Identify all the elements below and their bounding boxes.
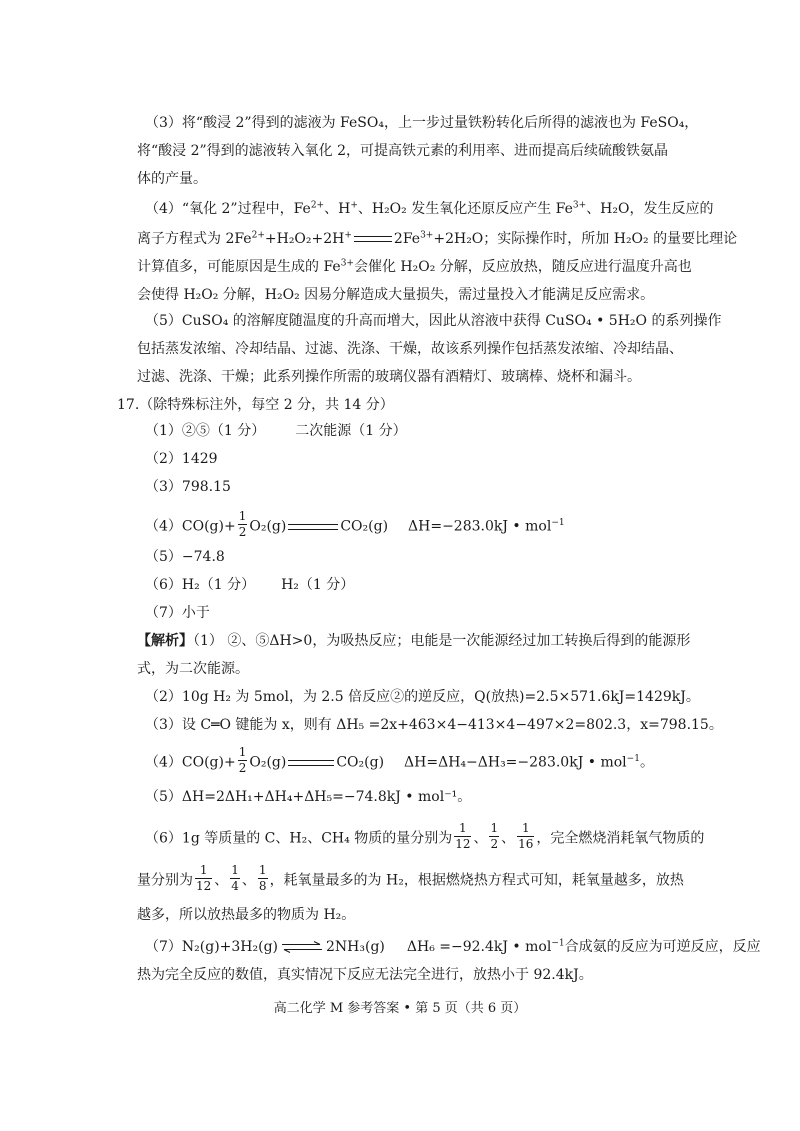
text-seg: 合成氨的反应为可逆反应，反应 — [564, 939, 761, 955]
analysis-1-line1 — [137, 631, 690, 651]
q17-answer-3: （3）798.15 — [145, 479, 231, 495]
exponent-sup: −1 — [551, 938, 565, 949]
para-16-5-line3: 过滤、洗涤、干燥；此系列操作所需的玻璃仪器有酒精灯、玻璃棒、烧杯和漏斗。 — [137, 369, 641, 385]
text-seg: （4）CO(g)+ — [145, 518, 236, 535]
text-seg: 计算值多，可能原因是生成的 Fe — [137, 259, 341, 275]
equals-sign-icon — [288, 524, 338, 530]
charge-sup: 3+ — [420, 230, 434, 241]
text-seg: （1）②⑤（1 分） — [145, 423, 266, 439]
fraction-half: $\frac{1}{2}$ — [238, 509, 247, 539]
text-seg: O₂(g) — [249, 754, 287, 771]
text-seg: 二次能源（1 分） — [295, 423, 407, 439]
para-16-3-line2: 将“酸浸 2”得到的滤液转入氧化 2，可提高铁元素的利用率、进而提高后续硫酸铁氨晶 — [137, 143, 669, 159]
charge-sup: 2+ — [310, 200, 325, 211]
text-seg: （6）H₂（1 分） — [145, 577, 256, 593]
text-seg: 、 — [214, 872, 229, 889]
text-seg: 2Fe — [393, 231, 421, 247]
text-seg: 、 — [241, 872, 256, 889]
text-seg: （1） ②、⑤ΔH>0，为吸热反应；电能是一次能源经过加工转换后得到的能源形 — [193, 633, 691, 649]
q17-answer-6 — [145, 575, 354, 595]
q17-answer-2: （2）1429 — [145, 451, 218, 467]
q17-answer-7: （7）小于 — [145, 605, 210, 621]
analysis-label: 【解析】 — [137, 633, 193, 649]
para-16-4-line1 — [145, 199, 714, 219]
q17-header: 17.（除特殊标注外，每空 2 分，共 14 分） — [117, 397, 394, 413]
text-seg: 、H — [324, 201, 351, 217]
charge-sup: 2+ — [251, 230, 265, 241]
text-seg: 。 — [639, 754, 654, 771]
fraction-1-12: $\frac{1}{12}$ — [455, 821, 471, 851]
para-16-5-line2: 包括蒸发浓缩、冷却结晶、过滤、洗涤、干燥，故该系列操作包括蒸发浓缩、冷却结晶、 — [137, 341, 683, 357]
para-16-4-line4: 会使得 H₂O₂ 分解，H₂O₂ 因易分解造成大量损失，需过量投入才能满足反应需求。 — [137, 287, 655, 303]
exponent-sup: −1 — [626, 753, 640, 764]
charge-sup: + — [344, 230, 352, 241]
text-seg: +H₂O₂+2H — [264, 231, 345, 247]
charge-sup: 3+ — [340, 258, 354, 269]
fraction-1-2: $\frac{1}{2}$ — [490, 821, 499, 851]
text-seg: ΔH=ΔH₄−ΔH₃=−283.0kJ • mol — [404, 754, 627, 771]
q17-answer-4 — [145, 511, 565, 542]
analysis-4 — [145, 747, 654, 778]
text-seg: +2H₂O；实际操作时，所加 H₂O₂ 的量要比理论 — [433, 231, 738, 247]
analysis-6-line3: 越多，所以放热最多的物质为 H₂。 — [137, 907, 356, 923]
text-seg: ，完全燃烧消耗氧气物质的 — [536, 830, 705, 847]
analysis-3: （3）设 C═O 键能为 x，则有 ΔH₅ =2x+463×4−413×4−497×2=802.3，x=798.15。 — [145, 717, 723, 733]
fraction-1-8: $\frac{1}{8}$ — [258, 863, 267, 893]
text-seg: ，耗氧量最多的为 H₂，根据燃烧热方程式可知，耗氧量越多，放热 — [269, 872, 684, 889]
text-seg: （4）CO(g)+ — [145, 754, 236, 771]
text-seg: 、H₂O₂ 发生氧化还原反应产生 Fe — [357, 201, 573, 217]
text-seg: O₂(g) — [249, 518, 287, 535]
text-seg: CO₂(g) — [340, 518, 389, 535]
q17-answer-5: （5）−74.8 — [145, 549, 225, 565]
reversible-arrow-icon — [281, 941, 323, 953]
text-seg: （6）1g 等质量的 C、H₂、CH₄ 物质的量分别为 — [145, 830, 453, 847]
exponent-sup: −1 — [551, 517, 565, 528]
equals-sign-icon — [288, 760, 334, 766]
analysis-2: （2）10g H₂ 为 5mol，为 2.5 倍反应②的逆反应，Q(放热)=2.5×571.6kJ=1429kJ。 — [145, 689, 700, 705]
equals-sign-icon — [354, 236, 392, 242]
text-seg: ΔH₆ =−92.4kJ • mol — [406, 939, 552, 955]
fraction-half: $\frac{1}{2}$ — [238, 745, 247, 775]
analysis-6-line1 — [145, 823, 704, 854]
text-seg: 离子方程式为 2Fe — [137, 231, 252, 247]
para-16-3-line1: （3）将“酸浸 2”得到的滤液为 FeSO₄，上一步过量铁粉转化后所得的滤液也为 FeSO₄， — [145, 115, 699, 131]
text-seg: 量分别为 — [137, 872, 193, 889]
text-seg: 、 — [473, 830, 488, 847]
analysis-5: （5）ΔH=2ΔH₁+ΔH₄+ΔH₅=−74.8kJ • mol⁻¹。 — [145, 789, 472, 805]
analysis-7-line1 — [145, 937, 761, 957]
fraction-1-16: $\frac{1}{16}$ — [518, 821, 534, 851]
q17-answer-1 — [145, 421, 407, 441]
text-seg: 2NH₃(g) — [326, 939, 385, 955]
para-16-3-line3: 体的产量。 — [137, 171, 207, 187]
analysis-7-line2: 热为完全反应的数值，真实情况下反应无法完全进行，放热小于 92.4kJ。 — [137, 967, 593, 983]
fraction-1-4: $\frac{1}{4}$ — [231, 863, 239, 893]
text-seg: H₂（1 分） — [281, 577, 355, 593]
fraction-1-12: $\frac{1}{12}$ — [196, 863, 212, 893]
text-seg: CO₂(g) — [336, 754, 385, 771]
charge-sup: + — [350, 200, 358, 211]
analysis-1-line2: 式，为二次能源。 — [137, 661, 249, 677]
text-seg: ΔH=−283.0kJ • mol — [408, 518, 552, 535]
analysis-6-line2 — [137, 865, 684, 896]
text-seg: 会催化 H₂O₂ 分解，反应放热，随反应进行温度升高也 — [353, 259, 692, 275]
charge-sup: 3+ — [572, 200, 587, 211]
text-seg: 、 — [501, 830, 516, 847]
text-seg: 、H₂O，发生反应的 — [586, 201, 714, 217]
para-16-5-line1: （5）CuSO₄ 的溶解度随温度的升高而增大，因此从溶液中获得 CuSO₄ • 5H₂O 的系列操作 — [145, 313, 722, 329]
para-16-4-line2 — [137, 229, 737, 249]
text-seg: （7）N₂(g)+3H₂(g) — [145, 939, 278, 955]
text-seg: （4）“氧化 2”过程中，Fe — [145, 201, 311, 217]
para-16-4-line3 — [137, 257, 692, 277]
page-footer: 高二化学 M 参考答案 • 第 5 页（共 6 页） — [273, 1001, 527, 1016]
